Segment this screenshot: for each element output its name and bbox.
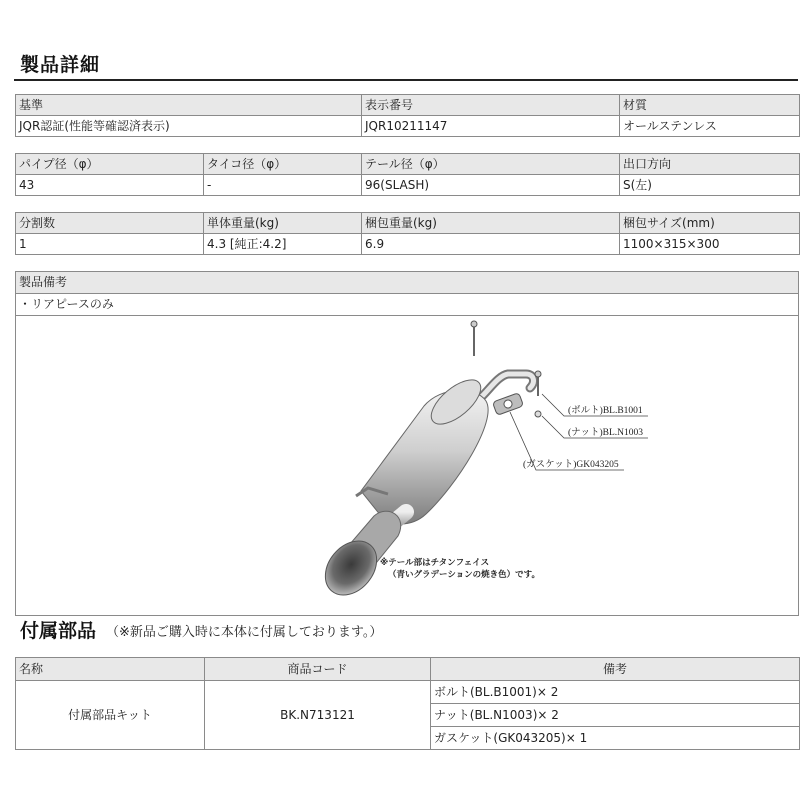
value-display-number: JQR10211147 [362,116,620,137]
acc-note-nut: ナット(BL.N1003)× 2 [431,704,800,727]
value-tail-diameter: 96(SLASH) [362,175,620,196]
acc-header-code: 商品コード [205,658,431,681]
flange [492,393,523,416]
label-bolt: (ボルト)BL.B1001 [568,406,643,416]
header-package-weight: 梱包重量(kg) [362,213,620,234]
acc-note-gasket: ガスケット(GK043205)× 1 [431,727,800,750]
caption-line-1: ※テール部はチタンフェイス [380,558,490,568]
accessories-table [15,657,800,750]
caption-line-2: （青いグラデーションの焼き色）です。 [388,570,540,580]
product-remarks [15,271,799,616]
value-unit-weight: 4.3 [純正:4.2] [204,234,362,255]
header-material: 材質 [620,95,800,116]
acc-header-notes: 備考 [431,658,800,681]
page-title: 製品詳細 [20,54,101,76]
value-standard: JQR認証(性能等確認済表示) [16,116,362,137]
header-display-number: 表示番号 [362,95,620,116]
spec-table-standard [15,94,800,137]
value-silencer-diameter: - [204,175,362,196]
spec-table-dimensions [15,153,800,196]
silencer-body [361,372,488,524]
header-silencer-diameter: タイコ径（φ） [204,154,362,175]
remarks-note: ・リアピースのみ [16,294,798,316]
title-divider [14,79,798,81]
label-gasket: (ガスケット)GK043205 [523,460,619,470]
header-pieces: 分割数 [16,213,204,234]
accessories-subtitle: （※新品ご購入時に本体に付属しております。） [106,625,383,640]
nut-part [535,411,541,417]
spec-table-weight [15,212,800,255]
value-package-weight: 6.9 [362,234,620,255]
acc-kit-code: BK.N713121 [205,681,431,750]
value-pieces: 1 [16,234,204,255]
header-unit-weight: 単体重量(kg) [204,213,362,234]
value-package-size: 1100×315×300 [620,234,800,255]
value-exit-direction: S(左) [620,175,800,196]
muffler-diagram [16,316,798,614]
value-material: オールステンレス [620,116,800,137]
value-pipe-diameter: 43 [16,175,204,196]
acc-header-name: 名称 [16,658,205,681]
header-package-size: 梱包サイズ(mm) [620,213,800,234]
label-nut: (ナット)BL.N1003 [568,428,644,438]
acc-kit-name: 付属部品キット [16,681,205,750]
accessories-title: 付属部品 [20,620,97,642]
header-exit-direction: 出口方向 [620,154,800,175]
remarks-header: 製品備考 [16,272,798,294]
header-standard: 基準 [16,95,362,116]
acc-note-bolt: ボルト(BL.B1001)× 2 [431,681,800,704]
header-pipe-diameter: パイプ径（φ） [16,154,204,175]
header-tail-diameter: テール径（φ） [362,154,620,175]
